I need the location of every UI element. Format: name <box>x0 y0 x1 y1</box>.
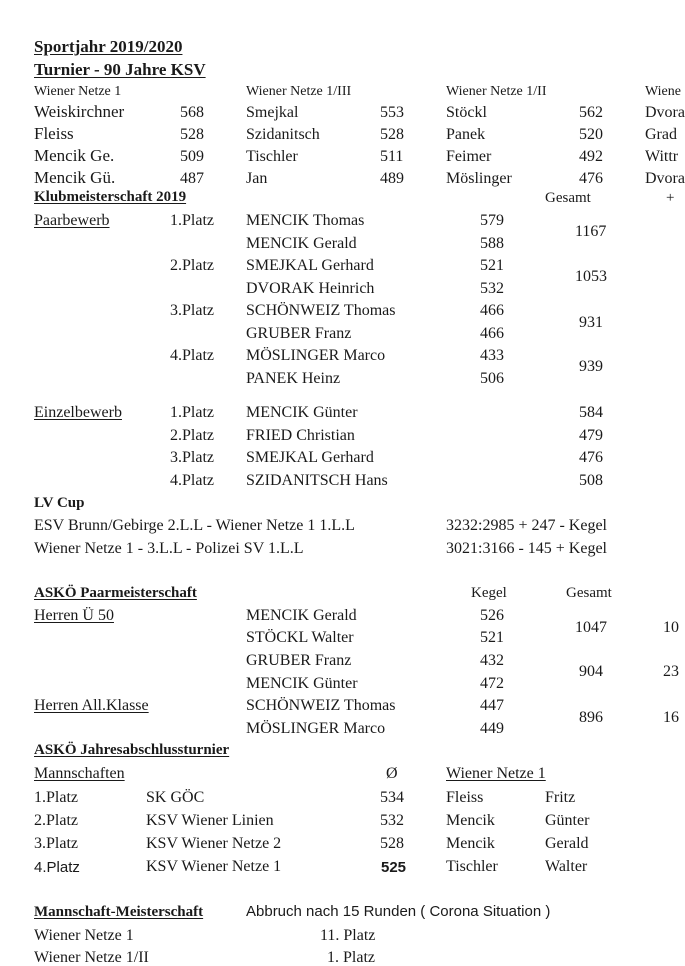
pair-total: 931 <box>579 314 603 331</box>
player-name: STÖCKL Walter <box>246 629 354 646</box>
player-score: 520 <box>579 126 603 143</box>
member-lastname: Mencik <box>446 835 495 852</box>
player-score: 479 <box>579 427 603 444</box>
player-name: SCHÖNWEIZ Thomas <box>246 697 396 714</box>
match-result: 3021:3166 - 145 + Kegel <box>446 540 607 557</box>
player-name: SMEJKAL Gerhard <box>246 257 374 274</box>
place-label: 4.Platz <box>34 859 80 876</box>
team-name: Wiener Netze 1/II <box>34 949 149 966</box>
pair-total: 904 <box>579 663 603 680</box>
section-title-klubmeisterschaft: Klubmeisterschaft 2019 <box>34 189 187 205</box>
pair-cut: 16 <box>663 709 679 726</box>
player-name: MENCIK Gerald <box>246 607 357 624</box>
place-label: 4.Platz <box>170 347 214 364</box>
gesamt-header: Gesamt <box>566 585 612 601</box>
player-score: 568 <box>180 104 204 121</box>
gesamt-header: Gesamt <box>545 190 591 206</box>
match-label: Wiener Netze 1 - 3.L.L - Polizei SV 1.L.L <box>34 540 304 557</box>
player-score: 528 <box>180 126 204 143</box>
player-score: 553 <box>380 104 404 121</box>
player-score: 476 <box>579 449 603 466</box>
team-header: Wiener Netze 1 <box>446 765 546 782</box>
player-name: MÖSLINGER Marco <box>246 347 386 364</box>
place-label: 3.Platz <box>170 302 214 319</box>
player-score: 562 <box>579 104 603 121</box>
team-average: 528 <box>380 835 404 852</box>
team-name: KSV Wiener Linien <box>146 812 274 829</box>
einzelbewerb-label: Einzelbewerb <box>34 404 122 421</box>
member-lastname: Fleiss <box>446 789 484 806</box>
player-name: PANEK Heinz <box>246 370 341 387</box>
player-score: 492 <box>579 148 603 165</box>
player-score: 584 <box>579 404 603 421</box>
player-name: Mencik Ge. <box>34 146 115 165</box>
player-name: MENCIK Günter <box>246 404 358 421</box>
average-header: Ø <box>386 765 398 782</box>
player-score: 528 <box>380 126 404 143</box>
place-label: 1.Platz <box>170 404 214 421</box>
player-score: 509 <box>180 148 204 165</box>
pair-total: 896 <box>579 709 603 726</box>
player-name: Weiskirchner <box>34 102 125 121</box>
team-name: KSV Wiener Netze 2 <box>146 835 282 852</box>
player-name: MENCIK Thomas <box>246 212 365 229</box>
member-firstname: Günter <box>545 812 590 829</box>
team-name: SK GÖC <box>146 789 205 806</box>
player-score: 521 <box>480 629 504 646</box>
player-name: Panek <box>446 126 486 143</box>
player-score: 511 <box>380 148 404 165</box>
player-name: GRUBER Franz <box>246 652 352 669</box>
team-place: 11. Platz <box>320 927 376 944</box>
pair-cut: 23 <box>663 663 679 680</box>
member-firstname: Fritz <box>545 789 576 806</box>
page-title: Sportjahr 2019/2020 <box>34 37 183 56</box>
team-average: 532 <box>380 812 404 829</box>
team-average: 534 <box>380 789 404 806</box>
meisterschaft-note: Abbruch nach 15 Runden ( Corona Situation ) <box>246 903 551 920</box>
player-score: 526 <box>480 607 504 624</box>
section-title-askoe-paar: ASKÖ Paarmeisterschaft <box>34 585 197 601</box>
team-name: Wiener Netze 1 <box>34 927 134 944</box>
player-score: 579 <box>480 212 504 229</box>
player-name: Stöckl <box>446 104 487 121</box>
player-name: Mencik Gü. <box>34 168 116 187</box>
herren-allklasse-label: Herren All.Klasse <box>34 697 149 714</box>
player-name: FRIED Christian <box>246 427 355 444</box>
kegel-header: Kegel <box>471 585 507 601</box>
team-header: Wiene <box>645 84 681 99</box>
place-label: 2.Platz <box>34 812 78 829</box>
team-header: Wiener Netze 1/II <box>446 84 547 99</box>
player-name: SZIDANITSCH Hans <box>246 472 388 489</box>
section-title-mannschaft-meisterschaft: Mannschaft-Meisterschaft <box>34 904 204 920</box>
player-score: 433 <box>480 347 504 364</box>
player-name: Tischler <box>246 148 298 165</box>
player-name: SCHÖNWEIZ Thomas <box>246 302 396 319</box>
member-firstname: Walter <box>545 858 588 875</box>
place-label: 3.Platz <box>34 835 78 852</box>
member-lastname: Mencik <box>446 812 495 829</box>
paarbewerb-label: Paarbewerb <box>34 212 110 229</box>
player-name: DVORAK Heinrich <box>246 280 375 297</box>
player-score: 506 <box>480 370 504 387</box>
place-label: 2.Platz <box>170 427 214 444</box>
player-name: GRUBER Franz <box>246 325 352 342</box>
member-firstname: Gerald <box>545 835 589 852</box>
player-score: 466 <box>480 325 504 342</box>
place-label: 1.Platz <box>34 789 78 806</box>
pair-total: 939 <box>579 358 603 375</box>
player-score: 472 <box>480 675 504 692</box>
team-average: 525 <box>381 859 407 876</box>
player-score: 588 <box>480 235 504 252</box>
player-name: Feimer <box>446 148 492 165</box>
section-title-jahresabschluss: ASKÖ Jahresabschlussturnier <box>34 742 230 758</box>
player-score: 487 <box>180 170 204 187</box>
player-name: Jan <box>246 170 268 187</box>
page-subtitle: Turnier - 90 Jahre KSV <box>34 60 206 79</box>
place-label: 1.Platz <box>170 212 214 229</box>
player-name: Grad <box>645 126 677 143</box>
match-label: ESV Brunn/Gebirge 2.L.L - Wiener Netze 1 1.L.L <box>34 517 355 534</box>
player-name: MENCIK Gerald <box>246 235 357 252</box>
player-score: 489 <box>380 170 404 187</box>
team-header: Wiener Netze 1 <box>34 84 122 99</box>
team-place: 1. Platz <box>327 949 375 966</box>
member-lastname: Tischler <box>446 858 498 875</box>
player-name: Dvora <box>645 104 685 121</box>
player-name: Dvora <box>645 170 685 187</box>
place-label: 4.Platz <box>170 472 214 489</box>
player-score: 508 <box>579 472 603 489</box>
pair-cut: 10 <box>663 619 679 636</box>
player-score: 532 <box>480 280 504 297</box>
match-result: 3232:2985 + 247 - Kegel <box>446 517 607 534</box>
place-label: 2.Platz <box>170 257 214 274</box>
player-name: Möslinger <box>446 170 512 187</box>
player-score: 447 <box>480 697 504 714</box>
player-name: Wittr <box>645 148 679 165</box>
player-name: MENCIK Günter <box>246 675 358 692</box>
pair-total: 1047 <box>575 619 607 636</box>
player-score: 476 <box>579 170 603 187</box>
player-name: Fleiss <box>34 124 74 143</box>
pair-total: 1167 <box>575 223 607 240</box>
player-score: 432 <box>480 652 504 669</box>
mannschaften-header: Mannschaften <box>34 765 125 782</box>
team-name: KSV Wiener Netze 1 <box>146 858 282 875</box>
team-header: Wiener Netze 1/III <box>246 84 352 99</box>
section-title-lvcup: LV Cup <box>34 495 85 511</box>
cut-plus: + <box>666 190 675 206</box>
player-score: 466 <box>480 302 504 319</box>
herren-50-label: Herren Ü 50 <box>34 607 114 624</box>
player-name: SMEJKAL Gerhard <box>246 449 374 466</box>
player-name: Smejkal <box>246 104 299 121</box>
pair-total: 1053 <box>575 268 607 285</box>
player-score: 521 <box>480 257 504 274</box>
player-name: Szidanitsch <box>246 126 320 143</box>
player-name: MÖSLINGER Marco <box>246 720 386 737</box>
place-label: 3.Platz <box>170 449 214 466</box>
player-score: 449 <box>480 720 504 737</box>
